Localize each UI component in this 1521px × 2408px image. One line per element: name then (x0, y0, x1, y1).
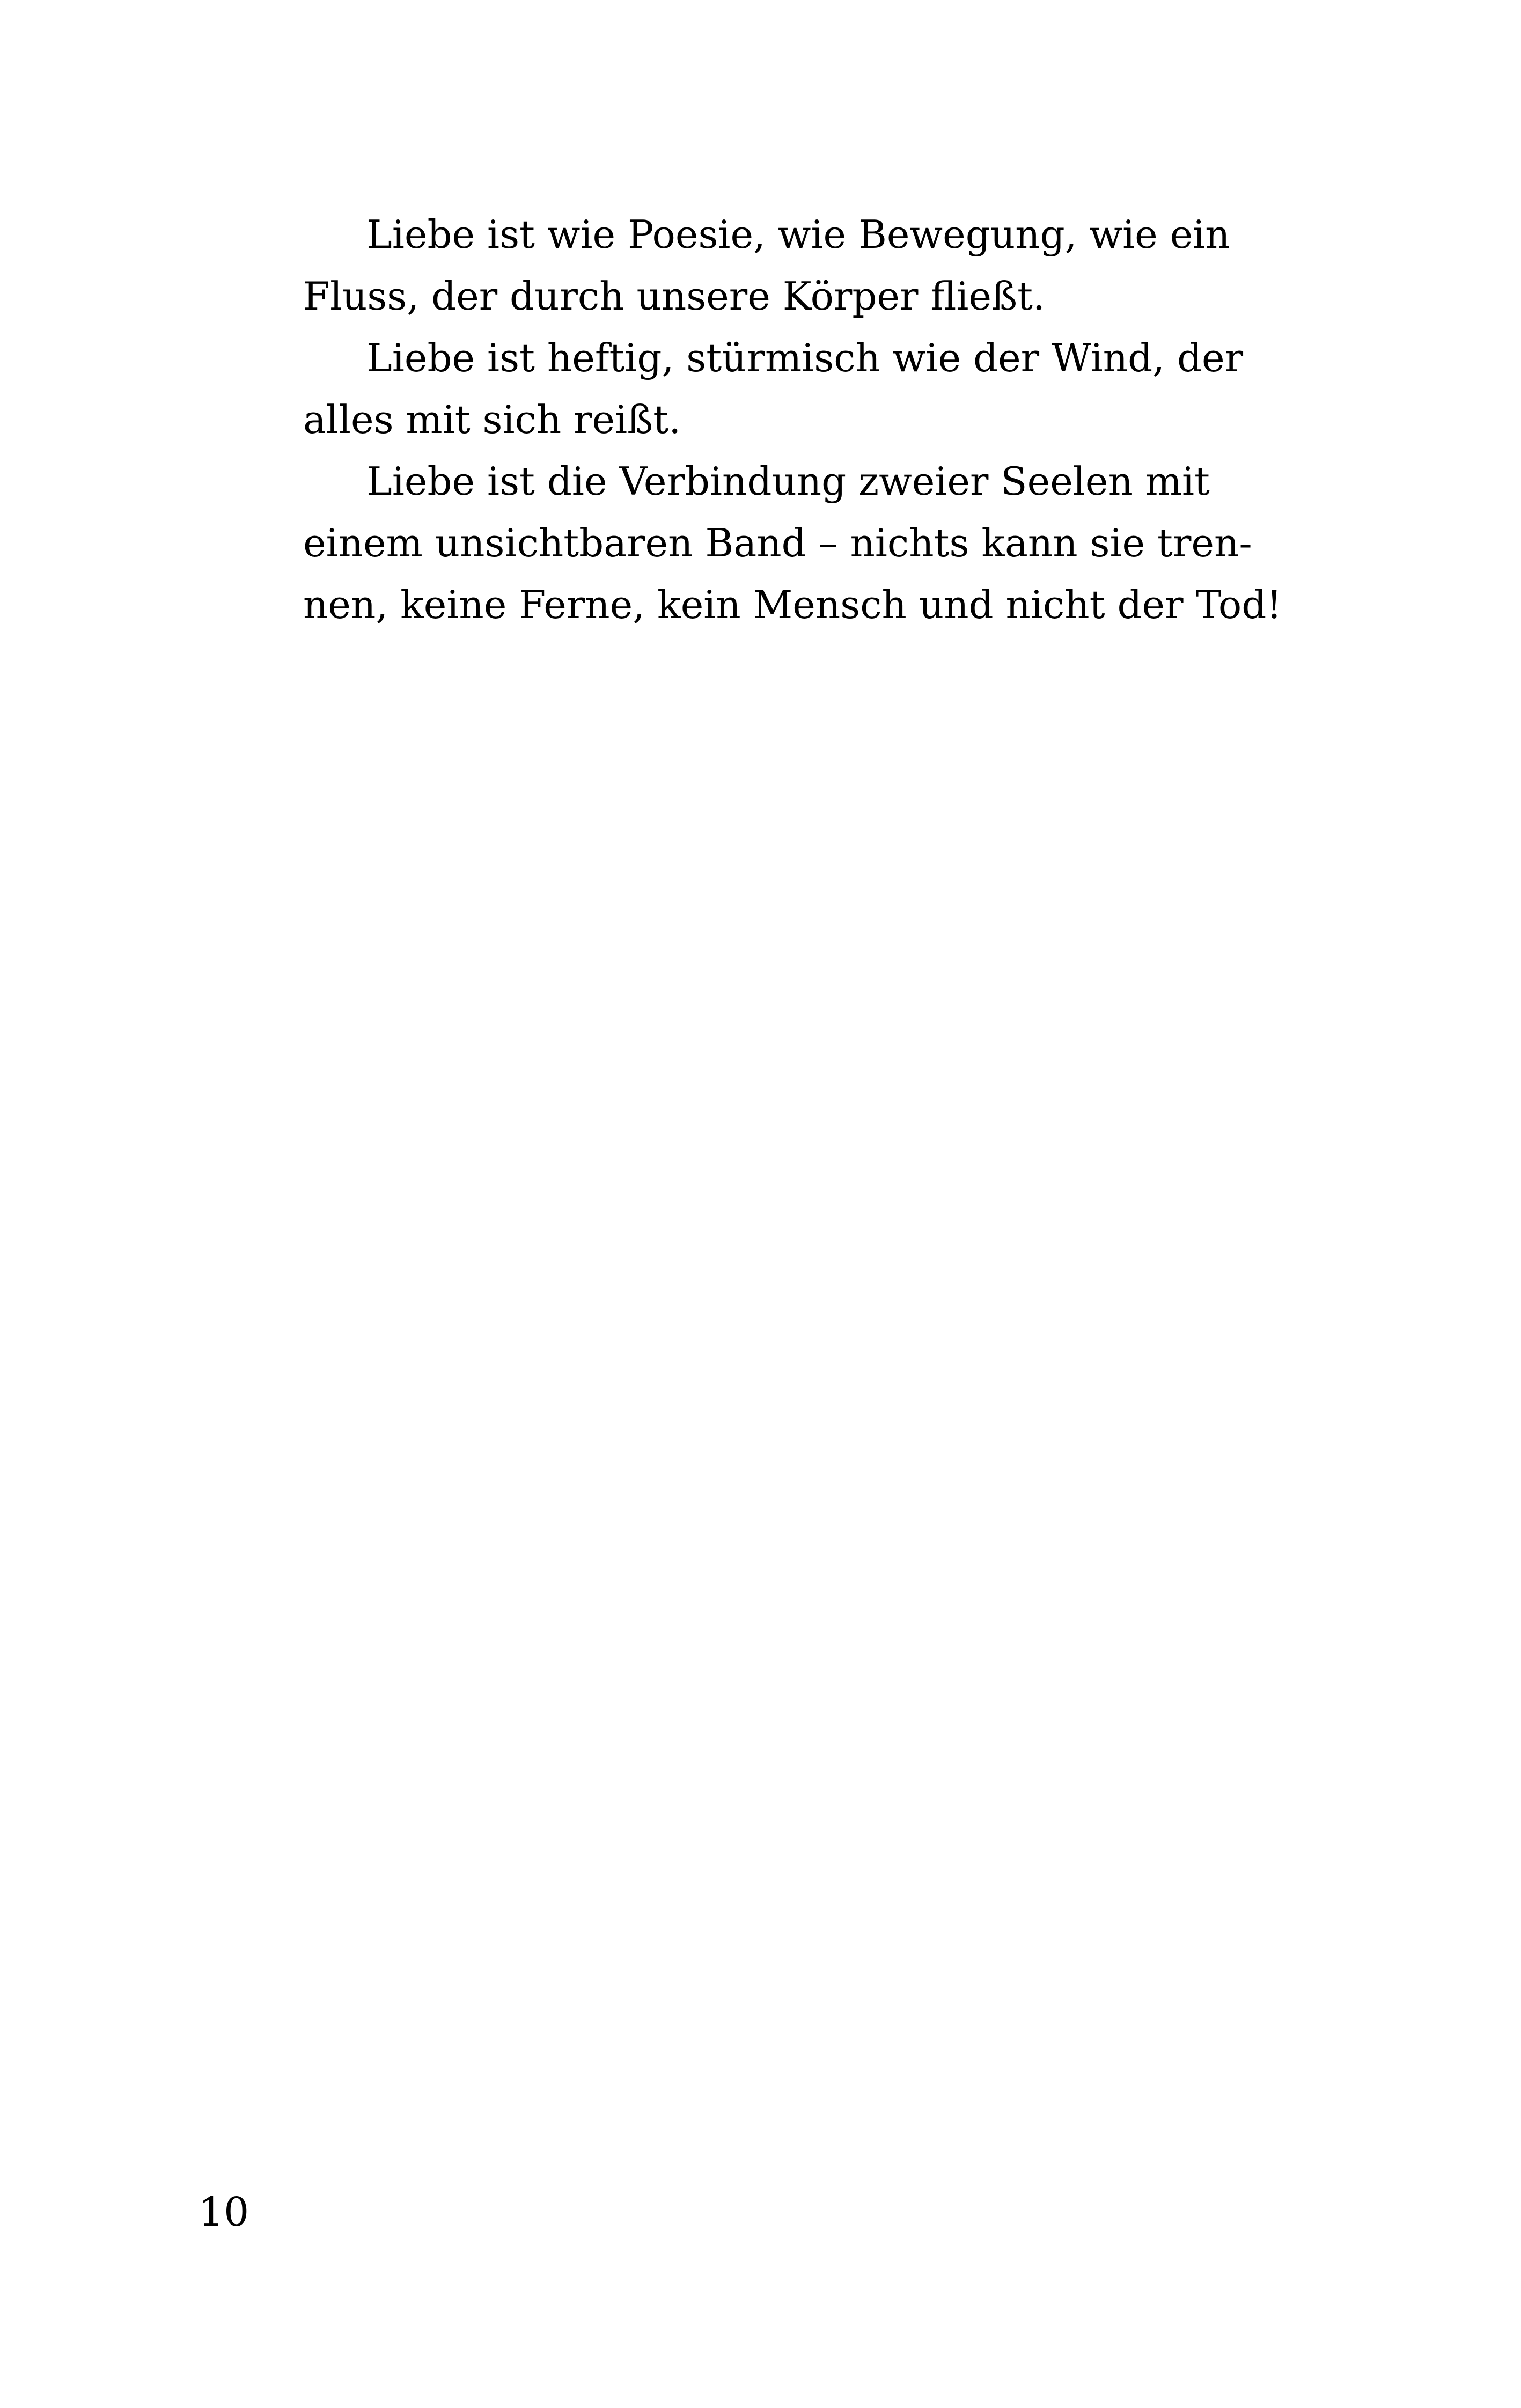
text-line: einem unsichtbaren Band – nichts kann sie tren- (303, 520, 1252, 566)
body-text (303, 204, 1282, 636)
paragraph-2 (303, 327, 1244, 451)
text-line: Liebe ist die Verbindung zweier Seelen mit (366, 459, 1210, 504)
paragraph-1 (303, 204, 1230, 327)
text-line: alles mit sich reißt. (303, 397, 681, 442)
page-number: 10 (199, 2189, 249, 2235)
text-line: Fluss, der durch unsere Körper fließt. (303, 274, 1045, 319)
text-line: Liebe ist wie Poesie, wie Bewegung, wie ein (366, 212, 1230, 257)
text-line: Liebe ist heftig, stürmisch wie der Wind, der (366, 335, 1244, 380)
text-line: nen, keine Ferne, kein Mensch und nicht der Tod! (303, 582, 1282, 627)
paragraph-3 (303, 451, 1282, 636)
